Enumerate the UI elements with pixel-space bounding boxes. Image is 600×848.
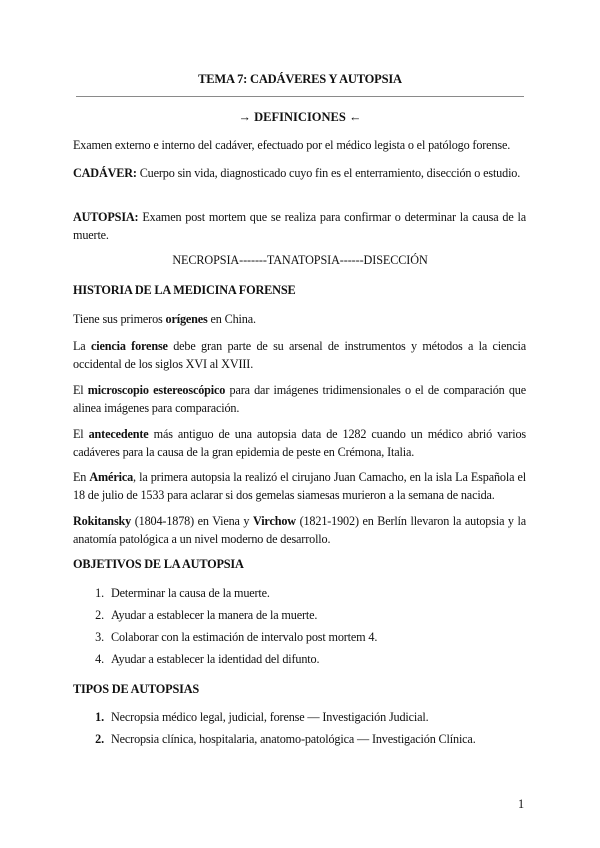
- document-title: TEMA 7: CADÁVERES Y AUTOPSIA: [198, 72, 402, 86]
- history-heading: HISTORIA DE LA MEDICINA FORENSE: [73, 283, 296, 297]
- list-text: Determinar la causa de la muerte.: [111, 586, 270, 600]
- list-item: [73, 628, 526, 650]
- page-number: 1: [518, 797, 525, 811]
- text-run: En: [73, 470, 90, 484]
- definition-cadaver-text: Cuerpo sin vida, diagnosticado cuyo fin es el enterramiento, disección o estudio.: [136, 166, 521, 180]
- list-number: 3.: [95, 630, 104, 644]
- text-run: El: [73, 427, 89, 441]
- text-run: El: [73, 383, 88, 397]
- list-number: 2.: [95, 608, 104, 622]
- list-item: [73, 650, 526, 672]
- list-number: 1.: [95, 586, 104, 600]
- term-cadaver: CADÁVER:: [73, 166, 137, 180]
- list-item: [73, 730, 526, 752]
- history-paragraph-3: [73, 381, 526, 417]
- synonyms-line: NECROPSIA-------TANATOPSIA------DISECCIÓN: [172, 253, 428, 267]
- bold-term: Rokitansky: [73, 514, 132, 528]
- text-run: Tiene sus primeros: [73, 312, 166, 326]
- history-paragraph-4: [73, 425, 526, 461]
- list-text: Colaborar con la estimación de intervalo post mortem 4.: [111, 630, 378, 644]
- title-divider: [76, 96, 524, 97]
- list-number: 2.: [95, 732, 104, 746]
- text-run: para dar imágenes tridimensionales o el de comparación que alinea imágenes para comparación.: [73, 383, 526, 415]
- list-number: 1.: [95, 710, 104, 724]
- text-run: (1804-1878) en Viena y: [131, 514, 253, 528]
- term-autopsia: AUTOPSIA:: [73, 210, 139, 224]
- history-paragraph-5: [73, 468, 526, 504]
- bold-term: orígenes: [165, 312, 208, 326]
- list-item: [73, 708, 526, 730]
- list-item: [73, 584, 526, 606]
- definition-cadaver: [73, 164, 526, 182]
- bold-term: Virchow: [253, 514, 296, 528]
- list-text: Necropsia médico legal, judicial, forense — Investigación Judicial.: [111, 710, 429, 724]
- definition-intro: Examen externo e interno del cadáver, efectuado por el médico legista o el patólogo forense.: [73, 138, 511, 152]
- list-text: Necropsia clínica, hospitalaria, anatomo-patológica — Investigación Clínica.: [111, 732, 476, 746]
- bold-term: microscopio estereoscópico: [87, 383, 226, 397]
- list-item: [73, 606, 526, 628]
- objectives-heading: OBJETIVOS DE LA AUTOPSIA: [73, 557, 244, 571]
- text-run: en China.: [207, 312, 256, 326]
- text-run: , la primera autopsia la realizó el cirujano Juan Camacho, en la isla La Española el 18 de julio de 1533 para aclarar si dos gemelas siamesas murieron a la semana de nacida.: [73, 470, 527, 502]
- text-run: La: [73, 339, 91, 353]
- text-run: (1821-1902) en Berlín llevaron la autopsia y la anatomía patológica a un nivel moderno de desarrollo.: [73, 514, 526, 546]
- text-run: más antiguo de una autopsia data de 1282 cuando un médico abrió varios cadáveres para la causa de la gran epidemia de peste en Crémona, Italia.: [73, 427, 526, 459]
- bold-term: ciencia forense: [90, 339, 168, 353]
- bold-term: América: [89, 470, 134, 484]
- objectives-list: [73, 584, 526, 672]
- types-heading: TIPOS DE AUTOPSIAS: [73, 682, 200, 696]
- list-text: Ayudar a establecer la manera de la muerte.: [111, 608, 318, 622]
- history-paragraph-1: [73, 310, 526, 328]
- list-number: 4.: [95, 652, 104, 666]
- text-run: debe gran parte de su arsenal de instrumentos y métodos a la ciencia occidental de los siglos XVI al XVIII.: [73, 339, 526, 371]
- definition-autopsia: [73, 208, 526, 244]
- history-paragraph-2: [73, 337, 526, 373]
- list-text: Ayudar a establecer la identidad del difunto.: [111, 652, 320, 666]
- types-list: [73, 708, 526, 752]
- bold-term: antecedente: [88, 427, 149, 441]
- section-definitions-title: → DEFINICIONES ←: [238, 110, 362, 124]
- definition-autopsia-text: Examen post mortem que se realiza para confirmar o determinar la causa de la muerte.: [73, 210, 526, 242]
- history-paragraph-6: [73, 512, 526, 548]
